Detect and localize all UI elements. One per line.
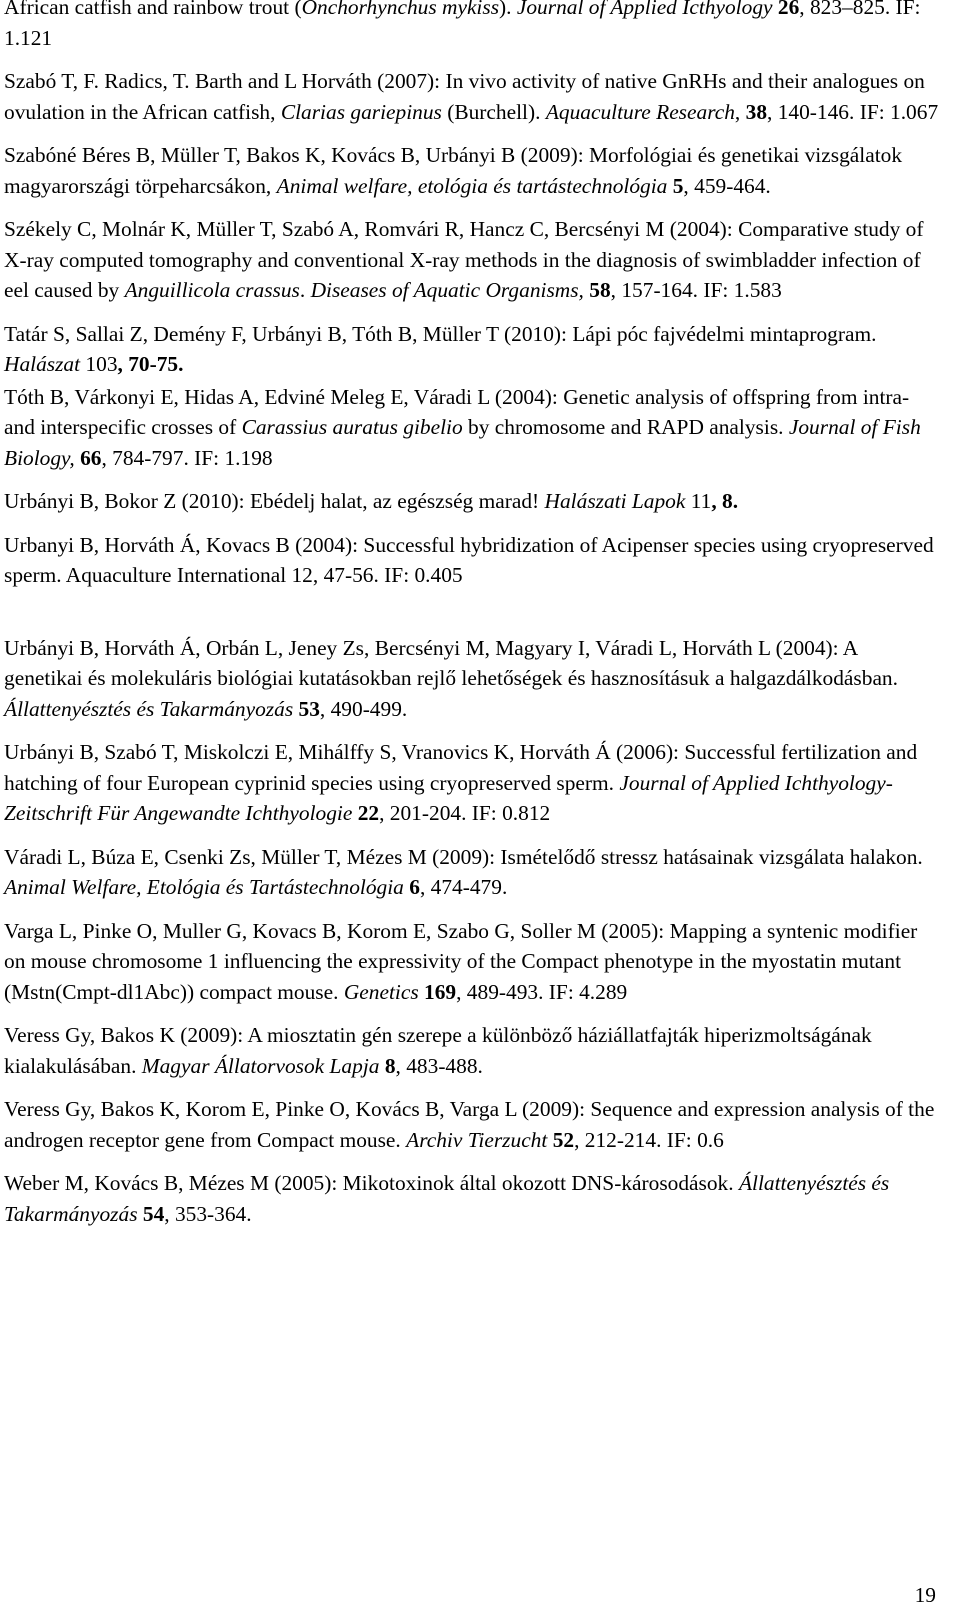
reference-text: , 353-364. xyxy=(164,1201,252,1226)
reference-bold-text: 58 xyxy=(589,278,611,302)
reference-text: Váradi L, Búza E, Csenki Zs, Müller T, Mézes M (2009): Ismételődő stressz hatásainak vizsgálata halakon. xyxy=(4,844,923,869)
reference-text: by chromosome and RAPD analysis. xyxy=(462,415,789,439)
reference-italic-text: Journal of Applied Ichthyology-Zeitschrift Für Angewandte Ichthyologie xyxy=(4,770,893,825)
reference-entry xyxy=(4,1168,940,1229)
reference-bold-text: 8 xyxy=(384,1053,396,1078)
reference-italic-text: Aquaculture Research xyxy=(545,99,735,124)
reference-italic-text: Állattenyésztés és Takarmányozás xyxy=(4,1171,890,1226)
reference-entry xyxy=(4,486,940,517)
reference-text: 11 xyxy=(685,489,712,513)
reference-text: , 474-479. xyxy=(419,875,508,899)
reference-entry xyxy=(4,1094,940,1155)
reference-text: African catfish and rainbow trout ( xyxy=(4,0,302,19)
reference-italic-text: Journal of Fish Biology, xyxy=(4,415,921,470)
document-page xyxy=(4,0,940,1617)
reference-italic-text: Állattenyésztés és Takarmányozás xyxy=(4,696,294,721)
reference-entry xyxy=(4,0,940,53)
reference-text: , 823–825. IF: 1.121 xyxy=(4,0,921,50)
reference-italic-text: Archiv Tierzucht xyxy=(406,1127,548,1152)
reference-bold-text: 26 xyxy=(777,0,800,19)
reference-bold-text: 52 xyxy=(552,1127,575,1152)
reference-bold-text: , 70-75. xyxy=(117,352,184,376)
reference-text: , 489-493. IF: 4.289 xyxy=(456,979,628,1004)
reference-italic-text: Animal Welfare, Etológia és Tartástechnológia xyxy=(4,875,404,899)
reference-italic-text: Halászati Lapok xyxy=(544,489,686,513)
reference-bold-text: 54 xyxy=(142,1201,165,1226)
reference-text: , 483-488. xyxy=(395,1053,483,1078)
reference-entry xyxy=(4,214,940,306)
reference-text: Varga L, Pinke O, Muller G, Kovacs B, Korom E, Szabo G, Soller M (2005): Mapping a syntenic modifier on mouse chromosome 1 influencing the expressivity of the Compact phenotype in the myostatin mutant (Mstn(Cmpt-dl1Abc)) compact mouse. xyxy=(4,918,918,1004)
reference-entry xyxy=(4,737,940,829)
reference-bold-text: 22 xyxy=(357,801,380,825)
reference-text: Weber M, Kovács B, Mézes M (2005): Mikotoxinok által okozott DNS-károsodások. xyxy=(4,1171,739,1195)
reference-text: Szabó T, F. Radics, T. Barth and L Horváth (2007): In vivo activity of native GnRHs and their analogues on ovulation in the African catfish, xyxy=(4,69,925,124)
reference-italic-text: Journal of Applied Icthyology xyxy=(516,0,773,19)
reference-bold-text: 6 xyxy=(409,875,420,899)
reference-text: , 459-464. xyxy=(683,173,771,198)
reference-bold-text: 53 xyxy=(298,696,320,721)
reference-text: (Burchell). xyxy=(441,99,546,124)
reference-text: , 784-797. IF: 1.198 xyxy=(101,445,273,470)
reference-text: ). xyxy=(499,0,517,19)
reference-text: Veress Gy, Bakos K, Korom E, Pinke O, Kovács B, Varga L (2009): Sequence and expression analysis of the androgen receptor gene from Compact mouse. xyxy=(4,1097,935,1152)
reference-text: Veress Gy, Bakos K (2009): A miosztatin gén szerepe a különböző háziállatfajták hiperizmoltságának kialakulásában. xyxy=(4,1023,872,1078)
reference-italic-text: Halászat xyxy=(4,352,81,376)
reference-bold-text: 38 xyxy=(745,99,768,124)
reference-bold-text: 169 xyxy=(424,979,457,1004)
reference-list xyxy=(4,0,940,1242)
reference-text: Urbányi B, Bokor Z (2010): Ebédelj halat, az egészség marad! xyxy=(4,489,545,513)
reference-bold-text: 5 xyxy=(672,173,684,198)
reference-text: , 140-146. IF: 1.067 xyxy=(767,99,939,124)
reference-entry xyxy=(4,633,940,725)
reference-text: , 201-204. IF: 0.812 xyxy=(379,801,551,825)
reference-entry xyxy=(4,916,940,1008)
page-number: 19 xyxy=(914,1583,936,1607)
reference-text: , 490-499. xyxy=(319,696,408,721)
reference-text: Urbányi B, Szabó T, Miskolczi E, Mihálffy S, Vranovics K, Horváth Á (2006): Successful fertilization and hatching of four European cyprinid species using cryopreserved sperm. xyxy=(4,740,918,795)
reference-entry xyxy=(4,140,940,201)
reference-text: Urbányi B, Horváth Á, Orbán L, Jeney Zs, Bercsényi M, Magyary I, Váradi L, Horváth L (2004): A genetikai és molekuláris biológiai kutatásokban rejlő lehetőségek és hasznosításuk a halgazdálkodásban. xyxy=(4,635,898,690)
reference-entry xyxy=(4,530,940,591)
reference-entry xyxy=(4,842,940,903)
reference-italic-text: Onchorhynchus mykiss xyxy=(301,0,500,19)
reference-italic-text: Genetics xyxy=(343,979,419,1004)
reference-italic-text: Anguillicola crassus xyxy=(124,278,300,302)
reference-italic-text: Magyar Állatorvosok Lapja xyxy=(141,1053,380,1078)
reference-text: Urbanyi B, Horváth Á, Kovacs B (2004): Successful hybridization of Acipenser species using cryopreserved sperm. Aquaculture International 12, 47-56. IF: 0.405 xyxy=(4,532,934,587)
reference-italic-text: Animal welfare, etológia és tartástechnológia xyxy=(276,173,668,198)
reference-italic-text: Clarias gariepinus xyxy=(280,99,442,124)
reference-italic-text: Carassius auratus gibelio xyxy=(241,415,463,439)
reference-bold-text: , 8. xyxy=(711,489,739,513)
reference-text: , xyxy=(734,99,746,124)
reference-bold-text: 66 xyxy=(80,445,102,470)
reference-text: Tatár S, Sallai Z, Demény F, Urbányi B, Tóth B, Müller T (2010): Lápi póc fajvédelmi mintaprogram. xyxy=(4,321,877,346)
reference-entry xyxy=(4,382,940,474)
reference-entry xyxy=(4,66,940,127)
reference-text: Székely C, Molnár K, Müller T, Szabó A, Romvári R, Hancz C, Bercsényi M (2004): Comparative study of X-ray computed tomography and conventional X-ray methods in the diagnosis of swimbladder infection of eel caused by xyxy=(4,217,924,302)
reference-text: , 157-164. IF: 1.583 xyxy=(610,278,782,302)
reference-text: Szabóné Béres B, Müller T, Bakos K, Kovács B, Urbányi B (2009): Morfológiai és genetikai vizsgálatok magyarországi törpeharcsákon, xyxy=(4,143,903,198)
reference-text: 103 xyxy=(80,352,118,376)
reference-text: , 212-214. IF: 0.6 xyxy=(574,1127,724,1152)
reference-entry xyxy=(4,1020,940,1081)
reference-entry xyxy=(4,319,940,380)
reference-text: Tóth B, Várkonyi E, Hidas A, Edviné Meleg E, Váradi L (2004): Genetic analysis of offspring from intra- and interspecific crosses of xyxy=(4,384,910,439)
reference-italic-text: Diseases of Aquatic Organisms, xyxy=(310,278,584,302)
reference-text: . xyxy=(299,278,311,302)
